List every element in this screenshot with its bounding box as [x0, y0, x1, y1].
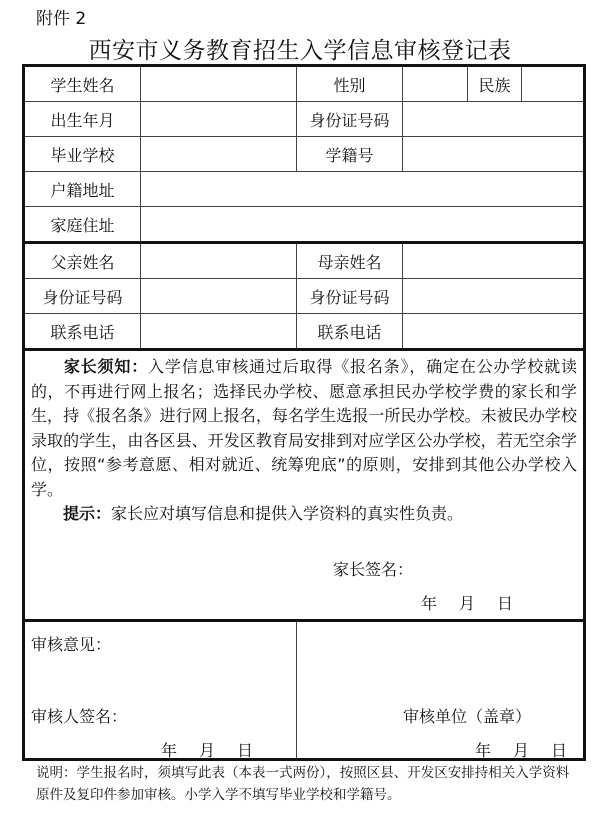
form-title: 西安市义务教育招生入学信息审核登记表	[88, 38, 512, 64]
row-student-name	[24, 66, 585, 102]
father-id-label: 身份证号码	[24, 279, 141, 314]
notice-heading: 家长须知：	[63, 357, 149, 376]
reviewer-signature-label: 审核人签名：	[31, 707, 128, 726]
father-id-field[interactable]	[141, 279, 297, 314]
tip-body: 家长应对填写信息和提供入学资料的真实性负责。	[111, 504, 464, 523]
row-home	[24, 207, 585, 243]
graduate-school-label: 毕业学校	[24, 137, 141, 172]
row-parent-ids	[24, 279, 585, 314]
student-no-label: 学籍号	[297, 137, 403, 172]
parent-signature-date[interactable]: 年 月 日	[421, 594, 514, 613]
attachment-label: 附件 2	[36, 9, 87, 29]
ethnicity-field[interactable]	[522, 66, 585, 102]
father-name-field[interactable]	[141, 243, 297, 279]
row-household	[24, 172, 585, 207]
notice-body: 入学信息审核通过后取得《报名条》，确定在公办学校就读的，不再进行网上报名；选择民办学校、愿意承担民办学校学费的家长和学生，持《报名条》进行网上报名，每名学生选报一所民办学校。未被民办学校录取的学生，由各区县、开发区教育局安排到对应学区公办学校，若无空余学位，按照“参考意愿、相对就近、统筹兜底”的原则，安排到其他公办学校入学。	[31, 357, 577, 499]
tip-heading: 提示：	[63, 504, 112, 523]
review-unit-cell[interactable]	[297, 621, 585, 760]
student-id-label: 身份证号码	[297, 102, 403, 137]
household-address-field[interactable]	[141, 172, 585, 207]
student-name-label: 学生姓名	[24, 66, 141, 102]
row-school	[24, 137, 585, 172]
student-name-field[interactable]	[141, 66, 297, 102]
father-phone-field[interactable]	[141, 314, 297, 350]
review-opinion-cell[interactable]	[24, 621, 297, 760]
father-name-label: 父亲姓名	[24, 243, 141, 279]
mother-name-label: 母亲姓名	[297, 243, 403, 279]
household-address-label: 户籍地址	[24, 172, 141, 207]
birth-label: 出生年月	[24, 102, 141, 137]
birth-field[interactable]	[141, 102, 297, 137]
home-address-label: 家庭住址	[24, 207, 141, 243]
review-unit-label: 审核单位（盖章）	[403, 707, 532, 726]
ethnicity-label: 民族	[468, 66, 522, 102]
parent-signature-label: 家长签名：	[333, 560, 414, 579]
tip-paragraph	[31, 502, 577, 527]
gender-label: 性别	[297, 66, 403, 102]
row-notice	[24, 350, 585, 621]
gender-field[interactable]	[403, 66, 468, 102]
row-parent-names	[24, 243, 585, 279]
footnote: 说明：学生报名时，须填写此表（本表一式两份），按照区县、开发区安排持相关入学资料原件及复印件参加审核。小学入学不填写毕业学校和学籍号。	[36, 765, 570, 803]
notice-paragraph	[31, 355, 577, 502]
mother-name-field[interactable]	[403, 243, 585, 279]
unit-date[interactable]: 年 月 日	[475, 741, 568, 760]
reviewer-date[interactable]: 年 月 日	[161, 741, 254, 760]
home-address-field[interactable]	[141, 207, 585, 243]
mother-id-label: 身份证号码	[297, 279, 403, 314]
mother-phone-field[interactable]	[403, 314, 585, 350]
student-no-field[interactable]	[403, 137, 585, 172]
registration-form-table	[22, 64, 586, 761]
student-id-field[interactable]	[403, 102, 585, 137]
mother-id-field[interactable]	[403, 279, 585, 314]
review-opinion-label: 审核意见：	[31, 635, 112, 654]
father-phone-label: 联系电话	[24, 314, 141, 350]
graduate-school-field[interactable]	[141, 137, 297, 172]
row-parent-phones	[24, 314, 585, 350]
row-review	[24, 621, 585, 760]
mother-phone-label: 联系电话	[297, 314, 403, 350]
parent-notice	[24, 350, 585, 621]
row-birth	[24, 102, 585, 137]
